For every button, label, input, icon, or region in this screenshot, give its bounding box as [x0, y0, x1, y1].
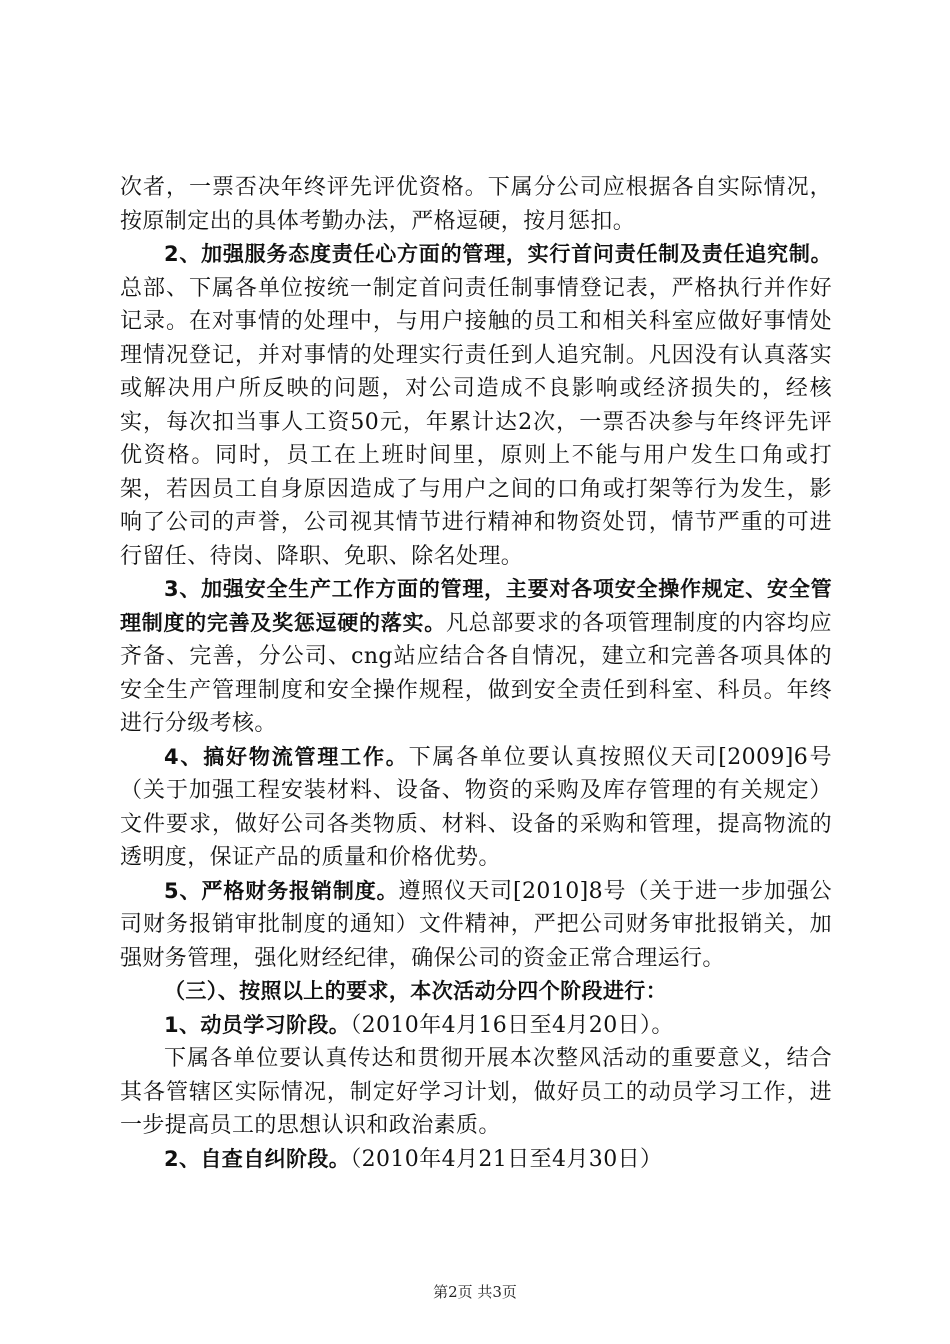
- paragraph-heading: 5、严格财务报销制度。: [164, 878, 399, 903]
- section-heading-stages: [120, 975, 832, 1009]
- paragraph-text: 凡总部要求的各项管理制度的内容均应齐备、完善，分公司、cng站应结合各自情况，建立和完善各项具体的安全生产管理制度和安全操作规程，做到安全责任到科室、科员。年终进行分级考核。: [120, 610, 832, 736]
- paragraph-safety-production: [120, 573, 832, 741]
- paragraph-finance: [120, 875, 832, 976]
- paragraph-stage-1: [120, 1009, 832, 1043]
- paragraph-text: 总部、下属各单位按统一制定首问责任制事情登记表，严格执行并作好记录。在对事情的处理中，与用户接触的员工和相关科室应做好事情处理情况登记，并对事情的处理实行责任到人追究制。凡因没有认真落实或解决用户所反映的问题，对公司造成不良影响或经济损失的，经核实，每次扣当事人工资50元，年累计达2次，一票否决参与年终评先评优资格。同时，员工在上班时间里，原则上不能与用户发生口角或打架，若因员工自身原因造成了与用户之间的口角或打架等行为发生，影响了公司的声誉，公司视其情节进行精神和物资处罚，情节严重的可进行留任、待岗、降职、免职、除名处理。: [120, 275, 832, 569]
- paragraph-text: （2010年4月21日至4月30日）: [350, 1146, 663, 1172]
- paragraph-text: 下属各单位要认真按照仪天司[2009]6号（关于加强工程安装材料、设备、物资的采购及库存管理的有关规定）文件要求，做好公司各类物质、材料、设备的采购和管理，提高物流的透明度，保证产品的质量和价格优势。: [120, 744, 832, 870]
- paragraph-text: （2010年4月16日至4月20日）。: [350, 1012, 674, 1038]
- paragraph-heading: 2、加强服务态度责任心方面的管理，实行首问责任制及责任追究制。: [164, 242, 832, 266]
- page-footer: 第2页 共3页: [433, 1283, 517, 1301]
- paragraph-heading: 3、加强安全生产工作方面的管理，主要对各项安全操作规定、安全管理制度的完善及奖惩逗硬的落实。: [120, 577, 832, 635]
- paragraph-service-attitude: [120, 238, 832, 573]
- paragraph-heading: 4、搞好物流管理工作。: [164, 744, 409, 769]
- paragraph-text: 下属各单位要认真传达和贯彻开展本次整风活动的重要意义，结合其各管辖区实际情况，制定好学习计划，做好员工的动员学习工作，进一步提高员工的思想认识和政治素质。: [120, 1046, 832, 1138]
- paragraph-stage-2: [120, 1143, 832, 1177]
- paragraph-text: 遵照仪天司[2010]8号（关于进一步加强公司财务报销审批制度的通知）文件精神，严把公司财务审批报销关，加强财务管理，强化财经纪律，确保公司的资金正常合理运行。: [120, 878, 833, 971]
- paragraph-heading: 2、自查自纠阶段。: [164, 1146, 351, 1171]
- paragraph-heading: 1、动员学习阶段。: [164, 1012, 351, 1037]
- paragraph-text: 次者，一票否决年终评先评优资格。下属分公司应根据各自实际情况，按原制定出的具体考勤办法，严格逗硬，按月惩扣。: [120, 175, 832, 234]
- paragraph-stage-1-detail: [120, 1042, 832, 1143]
- paragraph-attendance-cont: [120, 171, 832, 238]
- paragraph-logistics: [120, 741, 832, 875]
- paragraph-heading: （三）、按照以上的要求，本次活动分四个阶段进行：: [164, 979, 668, 1003]
- document-body: [120, 171, 832, 1176]
